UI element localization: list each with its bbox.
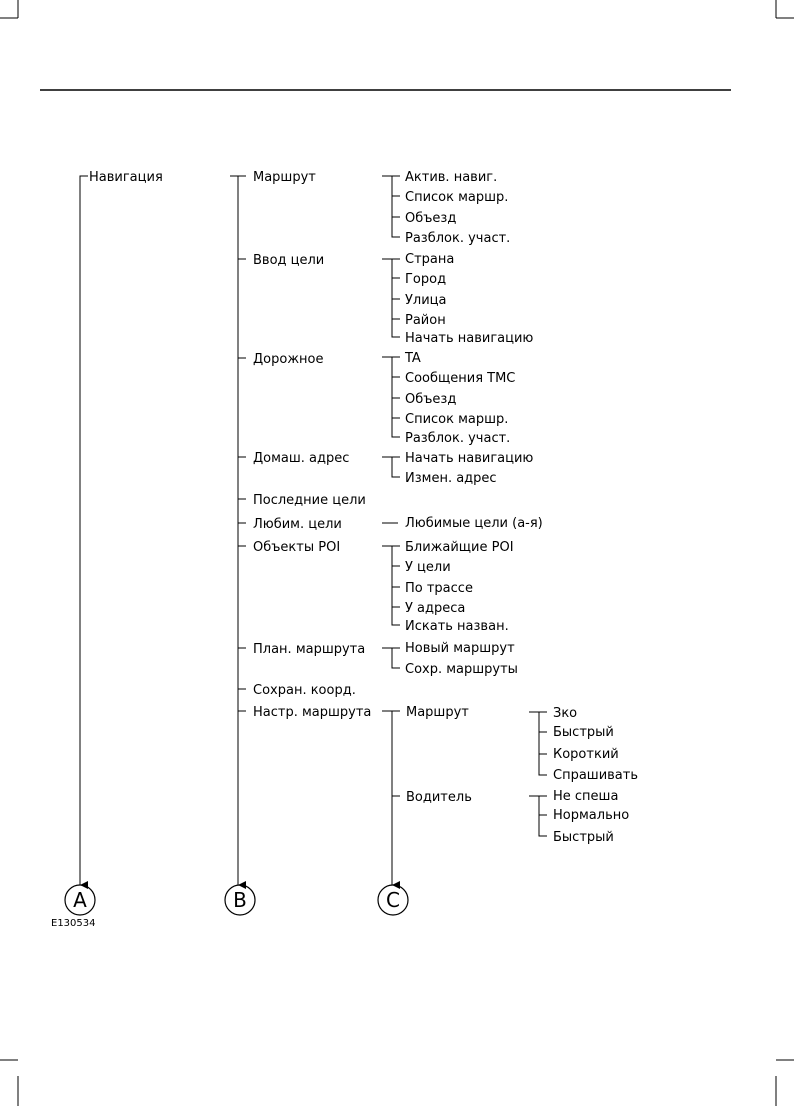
level3-route	[405, 170, 510, 246]
list-item: Маршрут	[406, 705, 469, 720]
list-item: Начать навигацию	[405, 331, 534, 346]
menu-item-route: Маршрут	[253, 170, 316, 185]
list-item: Измен. адрес	[405, 471, 497, 486]
list-item: Зко	[553, 706, 578, 721]
list-item: Разблок. участ.	[405, 431, 511, 446]
connector-b	[225, 885, 255, 915]
list-item: Новый маршрут	[405, 641, 515, 656]
list-item: У цели	[405, 560, 451, 575]
level3-traffic	[404, 351, 515, 446]
level3-settings	[406, 705, 472, 805]
list-item: Начать навигацию	[405, 451, 534, 466]
menu-item-favorites: Любим. цели	[253, 517, 342, 532]
level3-destination	[405, 252, 533, 346]
list-item: Страна	[405, 252, 455, 267]
list-item: Объезд	[405, 211, 457, 226]
level3-poi	[405, 540, 514, 634]
level4-route-type	[553, 706, 638, 783]
menu-item-route-settings: Настр. маршрута	[253, 705, 372, 720]
menu-item-save-coords: Сохран. коорд.	[253, 683, 356, 698]
list-item: TA	[405, 351, 421, 366]
list-item: По трассе	[405, 581, 473, 596]
menu-item-destination: Ввод цели	[253, 253, 325, 268]
list-item: Актив. навиг.	[405, 170, 498, 185]
connector-a	[65, 885, 95, 915]
list-item: Быстрый	[553, 725, 614, 740]
level4-driver	[553, 789, 629, 845]
list-item: У адреса	[405, 601, 466, 616]
menu-item-recent: Последние цели	[253, 493, 366, 508]
list-item: Быстрый	[553, 830, 614, 845]
list-item: Короткий	[553, 747, 619, 762]
connector-c-label: C	[386, 888, 400, 912]
image-code: E130534	[51, 918, 96, 929]
level3-plan	[405, 641, 518, 677]
list-item: Сообщения TMC	[405, 371, 516, 386]
connector-a-label: A	[73, 888, 87, 912]
list-item: Нормально	[553, 808, 630, 823]
root-label: Навигация	[89, 170, 163, 185]
list-item: Не спеша	[553, 789, 619, 804]
list-item: Водитель	[406, 790, 472, 805]
menu-item-traffic: Дорожное	[253, 352, 324, 367]
list-item: Район	[405, 313, 446, 328]
menu-item-route-plan: План. маршрута	[253, 642, 366, 657]
list-item: Искать назван.	[405, 619, 509, 634]
connector-b-label: B	[233, 888, 247, 912]
connector-c	[378, 885, 408, 915]
menu-item-home-address: Домаш. адрес	[253, 451, 350, 466]
level3-favorites	[405, 516, 543, 531]
list-item: Список маршр.	[405, 412, 509, 427]
list-item: Разблок. участ.	[405, 231, 511, 246]
list-item: Объезд	[405, 392, 457, 407]
list-item: Спрашивать	[553, 768, 639, 783]
list-item: Сохр. маршруты	[405, 662, 518, 677]
list-item: Любимые цели (а-я)	[405, 516, 543, 531]
list-item: Список маршр.	[405, 190, 509, 205]
list-item: Город	[405, 272, 447, 287]
list-item: Улица	[405, 293, 447, 308]
menu-item-poi: Объекты POI	[253, 540, 341, 555]
list-item: Ближайщие POI	[405, 540, 514, 555]
level3-home	[405, 451, 533, 486]
level2-items	[253, 170, 371, 720]
